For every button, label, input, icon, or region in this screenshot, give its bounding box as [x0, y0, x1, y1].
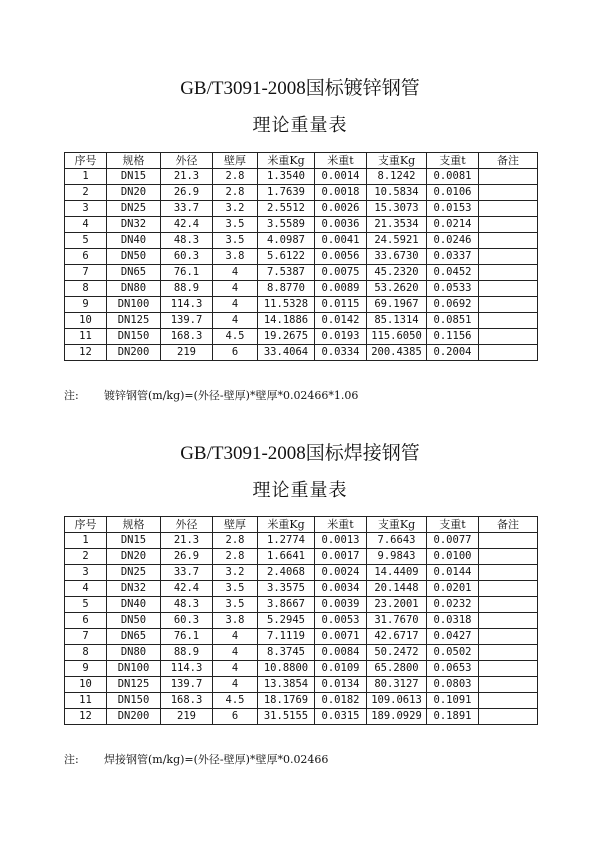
table-cell: 139.7 — [161, 313, 213, 329]
table-cell: 168.3 — [161, 693, 213, 709]
note-text: 镀锌钢管(m/kg)=(外径-壁厚)*壁厚*0.02466*1.06 — [104, 389, 359, 402]
table-row — [65, 661, 538, 677]
table-cell: 21.3534 — [367, 217, 427, 233]
table-cell: 48.3 — [161, 233, 213, 249]
table-cell: 0.0115 — [315, 297, 367, 313]
table-cell: 200.4385 — [367, 345, 427, 361]
table-cell: 0.2004 — [427, 345, 479, 361]
table-cell: 0.0232 — [427, 597, 479, 613]
table-cell: 48.3 — [161, 597, 213, 613]
table-cell: 109.0613 — [367, 693, 427, 709]
table-cell: 7 — [65, 629, 107, 645]
table-cell — [479, 549, 538, 565]
table-cell: DN150 — [107, 329, 161, 345]
table-row — [65, 613, 538, 629]
galvanized-table-title: GB/T3091-2008国标镀锌钢管 — [180, 78, 420, 99]
header-cell: 规格 — [107, 517, 161, 533]
table-cell: 21.3 — [161, 533, 213, 549]
table-cell: 26.9 — [161, 185, 213, 201]
header-cell: 支重Kg — [367, 517, 427, 533]
table-cell: 11 — [65, 693, 107, 709]
table-cell: 7.5387 — [258, 265, 315, 281]
header-cell: 支重t — [427, 153, 479, 169]
table-cell: DN150 — [107, 693, 161, 709]
table-cell: 3.5 — [213, 597, 258, 613]
welded-table-title: GB/T3091-2008国标焊接钢管 — [180, 443, 420, 464]
galvanized-weight-table — [64, 152, 538, 361]
table-cell: 0.0246 — [427, 233, 479, 249]
table-cell — [479, 297, 538, 313]
table-cell: 0.0018 — [315, 185, 367, 201]
table-cell — [479, 661, 538, 677]
table-cell: DN15 — [107, 169, 161, 185]
table-cell: 115.6050 — [367, 329, 427, 345]
table-cell: DN40 — [107, 597, 161, 613]
table-cell: 0.0106 — [427, 185, 479, 201]
table-cell: DN50 — [107, 613, 161, 629]
header-cell: 支重Kg — [367, 153, 427, 169]
table-cell: 219 — [161, 709, 213, 725]
header-cell: 外径 — [161, 153, 213, 169]
table-cell: 0.0334 — [315, 345, 367, 361]
table-cell: 4.0987 — [258, 233, 315, 249]
table-cell: 4 — [213, 645, 258, 661]
table-cell — [479, 565, 538, 581]
table-cell: 0.1091 — [427, 693, 479, 709]
table-cell: 8.3745 — [258, 645, 315, 661]
table-cell: 0.0318 — [427, 613, 479, 629]
table-cell: 0.0653 — [427, 661, 479, 677]
table-cell: 31.5155 — [258, 709, 315, 725]
header-cell: 外径 — [161, 517, 213, 533]
table-cell: 7 — [65, 265, 107, 281]
table-row — [65, 249, 538, 265]
table-row — [65, 597, 538, 613]
table-cell — [479, 329, 538, 345]
table-cell: 53.2620 — [367, 281, 427, 297]
table-header-row — [65, 153, 538, 169]
table-cell: 114.3 — [161, 297, 213, 313]
table-cell: 8 — [65, 281, 107, 297]
table-cell: 1.3540 — [258, 169, 315, 185]
table-cell — [479, 169, 538, 185]
table-cell: 10 — [65, 313, 107, 329]
table-cell: DN50 — [107, 249, 161, 265]
table-cell: 69.1967 — [367, 297, 427, 313]
table-cell: 3.8 — [213, 613, 258, 629]
table-row — [65, 265, 538, 281]
table-cell — [479, 249, 538, 265]
table-cell: 2.8 — [213, 549, 258, 565]
table-row — [65, 709, 538, 725]
table-cell: 45.2320 — [367, 265, 427, 281]
header-cell: 规格 — [107, 153, 161, 169]
table-cell — [479, 597, 538, 613]
table-cell: 0.0075 — [315, 265, 367, 281]
table-cell: 3.2 — [213, 201, 258, 217]
table-row — [65, 549, 538, 565]
table-cell: 10.8800 — [258, 661, 315, 677]
header-cell: 米重Kg — [258, 153, 315, 169]
table-cell: 11 — [65, 329, 107, 345]
table-cell: 0.0201 — [427, 581, 479, 597]
table-row — [65, 581, 538, 597]
table-cell: 13.3854 — [258, 677, 315, 693]
table-cell: 2.8 — [213, 169, 258, 185]
table-cell — [479, 201, 538, 217]
galvanized-formula-note — [64, 389, 358, 403]
table-cell: 8.8770 — [258, 281, 315, 297]
table-row — [65, 677, 538, 693]
table-cell: 20.1448 — [367, 581, 427, 597]
table-cell: 0.0056 — [315, 249, 367, 265]
header-cell: 序号 — [65, 517, 107, 533]
galvanized-pipe-section — [0, 78, 600, 402]
table-cell: DN32 — [107, 581, 161, 597]
table-cell: 0.0109 — [315, 661, 367, 677]
table-cell: 0.0427 — [427, 629, 479, 645]
note-label: 注: — [64, 753, 79, 766]
header-cell: 米重Kg — [258, 517, 315, 533]
table-cell: 31.7670 — [367, 613, 427, 629]
table-cell: 5 — [65, 597, 107, 613]
table-cell: 33.7 — [161, 201, 213, 217]
table-cell: 14.1886 — [258, 313, 315, 329]
table-cell: 0.0533 — [427, 281, 479, 297]
table-cell: DN20 — [107, 549, 161, 565]
table-cell: 3.2 — [213, 565, 258, 581]
table-cell: 76.1 — [161, 265, 213, 281]
table-cell: 4 — [65, 581, 107, 597]
table-cell: DN15 — [107, 533, 161, 549]
table-cell: DN200 — [107, 709, 161, 725]
table-cell: 7.6643 — [367, 533, 427, 549]
table-cell: 2 — [65, 185, 107, 201]
table-cell: 2.8 — [213, 185, 258, 201]
table-cell: 9 — [65, 661, 107, 677]
table-cell: 60.3 — [161, 249, 213, 265]
table-cell: 4 — [213, 629, 258, 645]
table-cell: DN200 — [107, 345, 161, 361]
table-cell: DN32 — [107, 217, 161, 233]
table-cell: 0.0026 — [315, 201, 367, 217]
table-cell: 4 — [213, 661, 258, 677]
table-row — [65, 533, 538, 549]
table-cell: 1 — [65, 169, 107, 185]
table-cell: DN100 — [107, 297, 161, 313]
table-cell: 6 — [213, 709, 258, 725]
table-cell: 33.7 — [161, 565, 213, 581]
table-cell: 0.0214 — [427, 217, 479, 233]
header-cell: 支重t — [427, 517, 479, 533]
table-cell: DN40 — [107, 233, 161, 249]
table-cell: 0.0014 — [315, 169, 367, 185]
table-cell: DN20 — [107, 185, 161, 201]
table-cell: 24.5921 — [367, 233, 427, 249]
table-cell — [479, 709, 538, 725]
table-cell: 3.8667 — [258, 597, 315, 613]
header-cell: 壁厚 — [213, 517, 258, 533]
table-row — [65, 169, 538, 185]
table-cell: 0.0153 — [427, 201, 479, 217]
table-cell: 0.0337 — [427, 249, 479, 265]
table-cell: 0.0034 — [315, 581, 367, 597]
table-cell: 4 — [213, 265, 258, 281]
table-cell: 3.5589 — [258, 217, 315, 233]
table-cell: 0.0144 — [427, 565, 479, 581]
table-cell: 88.9 — [161, 281, 213, 297]
table-cell: 9 — [65, 297, 107, 313]
table-cell: 1.6641 — [258, 549, 315, 565]
note-text: 焊接钢管(m/kg)=(外径-壁厚)*壁厚*0.02466 — [104, 753, 329, 766]
table-cell: 0.0142 — [315, 313, 367, 329]
table-row — [65, 629, 538, 645]
table-cell: DN25 — [107, 201, 161, 217]
header-cell: 壁厚 — [213, 153, 258, 169]
table-cell: 18.1769 — [258, 693, 315, 709]
table-row — [65, 185, 538, 201]
table-cell: DN25 — [107, 565, 161, 581]
table-cell — [479, 533, 538, 549]
table-cell: 0.0071 — [315, 629, 367, 645]
table-cell: 5.6122 — [258, 249, 315, 265]
table-cell — [479, 233, 538, 249]
table-row — [65, 329, 538, 345]
table-cell: 3.5 — [213, 233, 258, 249]
table-cell: 14.4409 — [367, 565, 427, 581]
table-cell: 0.0851 — [427, 313, 479, 329]
table-cell: 4 — [65, 217, 107, 233]
table-cell — [479, 629, 538, 645]
table-cell: 0.0036 — [315, 217, 367, 233]
table-cell: 3.5 — [213, 217, 258, 233]
table-cell: 0.0089 — [315, 281, 367, 297]
note-label: 注: — [64, 389, 79, 402]
header-cell: 米重t — [315, 153, 367, 169]
table-cell: 10.5834 — [367, 185, 427, 201]
table-cell: 0.0084 — [315, 645, 367, 661]
table-cell: 2 — [65, 549, 107, 565]
table-cell: 33.6730 — [367, 249, 427, 265]
table-cell: 9.9843 — [367, 549, 427, 565]
table-cell: 0.0193 — [315, 329, 367, 345]
table-cell: 0.0803 — [427, 677, 479, 693]
table-cell — [479, 693, 538, 709]
table-cell: 19.2675 — [258, 329, 315, 345]
table-cell: 0.0502 — [427, 645, 479, 661]
table-cell: 0.0053 — [315, 613, 367, 629]
table-cell: 50.2472 — [367, 645, 427, 661]
table-cell: 4 — [213, 677, 258, 693]
table-row — [65, 345, 538, 361]
table-cell: 2.8 — [213, 533, 258, 549]
table-cell: 85.1314 — [367, 313, 427, 329]
table-cell — [479, 613, 538, 629]
table-cell: 0.0024 — [315, 565, 367, 581]
table-cell: 0.0039 — [315, 597, 367, 613]
table-cell: 26.9 — [161, 549, 213, 565]
table-cell: 0.1156 — [427, 329, 479, 345]
table-cell: 6 — [65, 249, 107, 265]
table-cell: 21.3 — [161, 169, 213, 185]
table-cell: 0.0013 — [315, 533, 367, 549]
table-cell: 60.3 — [161, 613, 213, 629]
table-cell — [479, 581, 538, 597]
table-cell: 168.3 — [161, 329, 213, 345]
table-cell: 4 — [213, 313, 258, 329]
table-cell: 189.0929 — [367, 709, 427, 725]
table-cell: 114.3 — [161, 661, 213, 677]
table-cell: 5 — [65, 233, 107, 249]
table-cell — [479, 217, 538, 233]
table-cell: 0.0182 — [315, 693, 367, 709]
table-cell — [479, 313, 538, 329]
table-cell: 1.7639 — [258, 185, 315, 201]
table-cell: 10 — [65, 677, 107, 693]
table-cell: 4 — [213, 281, 258, 297]
table-cell: 2.5512 — [258, 201, 315, 217]
header-cell: 备注 — [479, 153, 538, 169]
table-cell: DN65 — [107, 265, 161, 281]
table-cell: 33.4064 — [258, 345, 315, 361]
table-cell: 6 — [213, 345, 258, 361]
table-cell: DN125 — [107, 313, 161, 329]
table-cell: 0.1891 — [427, 709, 479, 725]
table-cell: 4 — [213, 297, 258, 313]
table-cell: 8.1242 — [367, 169, 427, 185]
table-cell: 42.4 — [161, 581, 213, 597]
welded-formula-note — [64, 753, 328, 767]
table-cell: DN80 — [107, 645, 161, 661]
table-row — [65, 217, 538, 233]
table-row — [65, 297, 538, 313]
table-cell: 1 — [65, 533, 107, 549]
table-cell — [479, 645, 538, 661]
table-cell: 0.0134 — [315, 677, 367, 693]
table-cell: 1.2774 — [258, 533, 315, 549]
table-row — [65, 565, 538, 581]
table-cell: DN80 — [107, 281, 161, 297]
table-cell: 0.0041 — [315, 233, 367, 249]
table-cell: 23.2001 — [367, 597, 427, 613]
table-cell: 0.0017 — [315, 549, 367, 565]
table-row — [65, 645, 538, 661]
table-cell: 6 — [65, 613, 107, 629]
table-cell: 139.7 — [161, 677, 213, 693]
table-cell: DN100 — [107, 661, 161, 677]
welded-table-subtitle: 理论重量表 — [252, 480, 348, 500]
table-cell: DN125 — [107, 677, 161, 693]
table-cell: 0.0081 — [427, 169, 479, 185]
table-cell: 3.5 — [213, 581, 258, 597]
table-cell: 3.3575 — [258, 581, 315, 597]
table-cell: 88.9 — [161, 645, 213, 661]
welded-weight-table — [64, 516, 538, 725]
table-cell — [479, 185, 538, 201]
table-row — [65, 281, 538, 297]
table-cell: 42.4 — [161, 217, 213, 233]
table-cell: 8 — [65, 645, 107, 661]
table-cell: 3.8 — [213, 249, 258, 265]
table-cell: DN65 — [107, 629, 161, 645]
header-cell: 米重t — [315, 517, 367, 533]
table-cell: 80.3127 — [367, 677, 427, 693]
table-cell: 0.0452 — [427, 265, 479, 281]
table-cell: 0.0077 — [427, 533, 479, 549]
table-cell: 42.6717 — [367, 629, 427, 645]
table-cell: 2.4068 — [258, 565, 315, 581]
table-cell: 219 — [161, 345, 213, 361]
table-cell: 11.5328 — [258, 297, 315, 313]
table-cell: 5.2945 — [258, 613, 315, 629]
table-row — [65, 693, 538, 709]
table-row — [65, 313, 538, 329]
table-cell: 3 — [65, 565, 107, 581]
table-header-row — [65, 517, 538, 533]
table-cell — [479, 265, 538, 281]
table-cell: 65.2800 — [367, 661, 427, 677]
galvanized-table-subtitle: 理论重量表 — [252, 115, 348, 135]
table-row — [65, 201, 538, 217]
table-cell: 3 — [65, 201, 107, 217]
header-cell: 备注 — [479, 517, 538, 533]
table-cell: 0.0692 — [427, 297, 479, 313]
table-cell: 0.0100 — [427, 549, 479, 565]
table-cell: 12 — [65, 345, 107, 361]
table-cell — [479, 281, 538, 297]
table-cell — [479, 677, 538, 693]
welded-pipe-section — [0, 443, 600, 766]
header-cell: 序号 — [65, 153, 107, 169]
table-cell: 76.1 — [161, 629, 213, 645]
table-cell: 4.5 — [213, 693, 258, 709]
table-cell: 4.5 — [213, 329, 258, 345]
table-cell: 15.3073 — [367, 201, 427, 217]
table-cell: 12 — [65, 709, 107, 725]
table-row — [65, 233, 538, 249]
table-cell — [479, 345, 538, 361]
table-cell: 7.1119 — [258, 629, 315, 645]
table-cell: 0.0315 — [315, 709, 367, 725]
